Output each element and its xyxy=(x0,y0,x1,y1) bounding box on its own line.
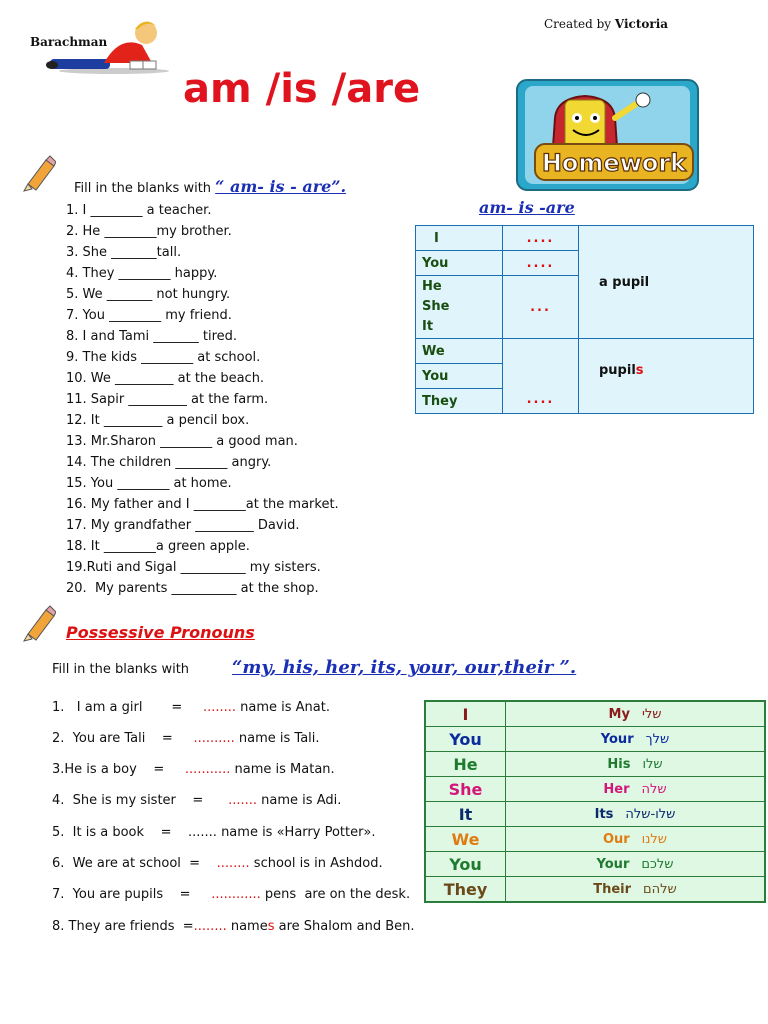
possessive-table-pronoun: We xyxy=(425,827,506,852)
possessive-table-row xyxy=(425,827,765,852)
exercise-sentence: 15. You ________ at home. xyxy=(66,476,232,491)
possessive-table-row xyxy=(425,877,765,903)
possessive-sentence: 1. I am a girl = ........ name is Anat. xyxy=(52,700,330,715)
exercise-sentence: 12. It _________ a pencil box. xyxy=(66,413,250,428)
exercise-sentence: 11. Sapir _________ at the farm. xyxy=(66,392,269,407)
exercise-sentence: 4. They ________ happy. xyxy=(66,266,218,281)
exercise-sentence: 14. The children ________ angry. xyxy=(66,455,272,470)
exercise-sentence: 19.Ruti and Sigal __________ my sisters. xyxy=(66,560,321,575)
homework-label: Homework xyxy=(541,149,687,177)
possessive-table-word: Your שלך xyxy=(506,727,766,752)
section1-instruction: Fill in the blanks with “ am- is - are”. xyxy=(74,177,347,196)
verb-table xyxy=(415,225,754,414)
possessive-table-word: My שלי xyxy=(506,701,766,727)
exercise-sentence: 20. My parents __________ at the shop. xyxy=(66,581,319,596)
possessive-table-pronoun: She xyxy=(425,777,506,802)
exercise-sentence: 18. It ________a green apple. xyxy=(66,539,250,554)
page-title: am /is /are xyxy=(183,66,421,112)
exercise-sentence: 10. We _________ at the beach. xyxy=(66,371,265,386)
possessive-table-word: Our שלנו xyxy=(506,827,766,852)
exercise-sentence: 5. We _______ not hungry. xyxy=(66,287,231,302)
possessive-sentence: 6. We are at school = ........ school is in Ashdod. xyxy=(52,856,383,871)
possessive-table-pronoun: He xyxy=(425,752,506,777)
exercise-sentence: 16. My father and I ________at the market. xyxy=(66,497,339,512)
verb-table-title: am- is -are xyxy=(479,198,575,217)
possessive-table-word: Their שלהם xyxy=(506,877,766,903)
possessive-table-word: Your שלכם xyxy=(506,852,766,877)
possessive-sentence: 8. They are friends =........ names are Shalom and Ben. xyxy=(52,919,415,934)
exercise-sentence: 7. You ________ my friend. xyxy=(66,308,232,323)
exercise-sentence: 1. I ________ a teacher. xyxy=(66,203,212,218)
section2-title: Possessive Pronouns xyxy=(66,623,255,642)
verb-table-blank: .... xyxy=(503,226,579,251)
verb-table-blank: .... xyxy=(503,339,579,414)
possessive-table-row xyxy=(425,701,765,727)
section2-instruction-label: Fill in the blanks with xyxy=(52,662,190,677)
possessive-table-row xyxy=(425,777,765,802)
verb-table-pronoun: We xyxy=(416,339,503,364)
pencil-icon xyxy=(22,154,56,192)
boy-reading-clipart xyxy=(42,15,172,75)
section2-instruction-words: “my, his, her, its, your, our,their ”. xyxy=(232,657,577,678)
possessive-table-word: His שלו xyxy=(506,752,766,777)
possessive-table-pronoun: You xyxy=(425,727,506,752)
author-surname: Barachman xyxy=(30,35,108,49)
verb-table-pronoun-group: He She It xyxy=(416,276,503,339)
pencil-icon xyxy=(22,604,56,642)
possessive-table-word: Its שלו-שלה xyxy=(506,802,766,827)
verb-table-blank: .... xyxy=(503,251,579,276)
possessive-table-row xyxy=(425,852,765,877)
possessive-sentence: 2. You are Tali = .......... name is Tali. xyxy=(52,731,320,746)
possessive-table xyxy=(424,700,766,903)
verb-table-pronoun: They xyxy=(416,389,503,414)
verb-table-plural: pupils xyxy=(579,339,754,414)
verb-table-blank: ... xyxy=(503,276,579,339)
possessive-table-row xyxy=(425,727,765,752)
possessive-sentence: 4. She is my sister = ....... name is Adi. xyxy=(52,793,342,808)
possessive-table-pronoun: You xyxy=(425,852,506,877)
exercise-sentence: 3. She _______tall. xyxy=(66,245,182,260)
verb-table-pronoun: You xyxy=(416,364,503,389)
exercise-sentence: 9. The kids ________ at school. xyxy=(66,350,261,365)
exercise-sentence: 17. My grandfather _________ David. xyxy=(66,518,300,533)
possessive-table-row xyxy=(425,802,765,827)
verb-table-singular: a pupil xyxy=(579,226,754,339)
verb-table-pronoun: You xyxy=(416,251,503,276)
exercise-sentence: 2. He ________my brother. xyxy=(66,224,232,239)
homework-clipart xyxy=(515,78,700,192)
created-by: Created by Victoria xyxy=(544,17,669,31)
exercise-sentence: 13. Mr.Sharon ________ a good man. xyxy=(66,434,298,449)
possessive-sentence: 3.He is a boy = ........... name is Matan. xyxy=(52,762,335,777)
possessive-sentence: 7. You are pupils = ............ pens are on the desk. xyxy=(52,887,411,902)
possessive-table-row xyxy=(425,752,765,777)
possessive-table-pronoun: They xyxy=(425,877,506,903)
exercise-sentence: 8. I and Tami _______ tired. xyxy=(66,329,238,344)
possessive-sentence: 5. It is a book = ....... name is «Harry Potter». xyxy=(52,825,376,840)
exercise-list xyxy=(66,200,339,599)
possessive-table-pronoun: I xyxy=(425,701,506,727)
verb-table-pronoun: I xyxy=(416,226,503,251)
possessive-table-pronoun: It xyxy=(425,802,506,827)
possessive-table-word: Her שלה xyxy=(506,777,766,802)
